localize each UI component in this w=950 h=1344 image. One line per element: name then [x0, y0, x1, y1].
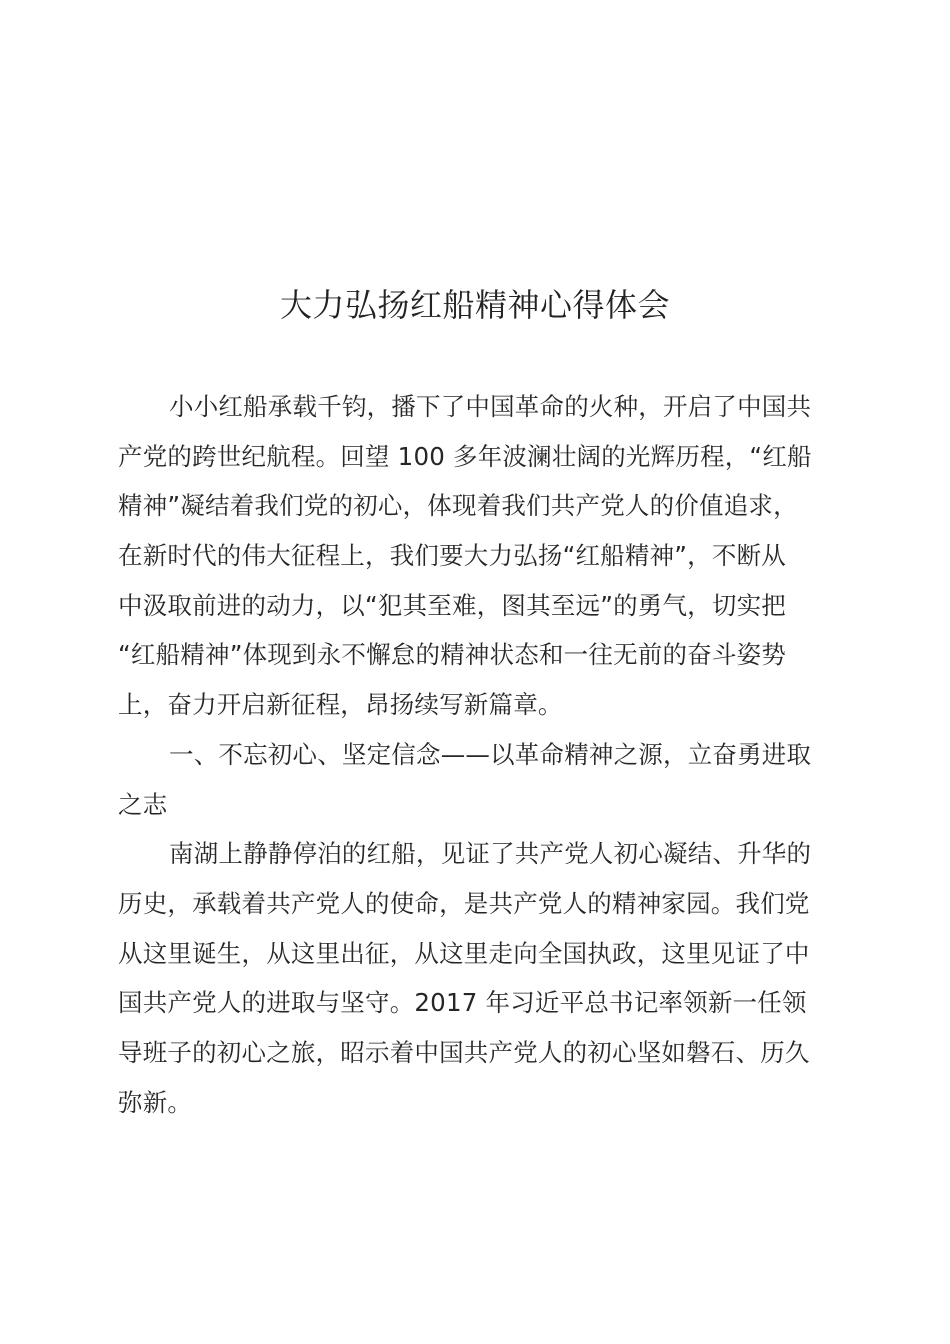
paragraph-2-line-6: 弥新。: [118, 1087, 193, 1117]
paragraph-1-line-4: 在新时代的伟大征程上，我们要大力弘扬“红船精神”，不断从: [118, 541, 786, 571]
paragraph-1-line-2: 产党的跨世纪航程。回望 100 多年波澜壮阔的光辉历程，“红船: [118, 441, 812, 471]
paragraph-1-line-7: 上，奋力开启新征程，昂扬续写新篇章。: [118, 690, 563, 720]
paragraph-1-line-5: 中汲取前进的动力，以“犯其至难，图其至远”的勇气，切实把: [118, 590, 786, 620]
paragraph-1-line-6: “红船精神”体现到永不懈怠的精神状态和一往无前的奋斗姿势: [118, 640, 786, 670]
section-heading-line-2: 之志: [118, 789, 168, 819]
paragraph-2-line-5: 导班子的初心之旅，昭示着中国共产党人的初心坚如磐石、历久: [118, 1037, 810, 1067]
paragraph-2-line-4: 国共产党人的进取与坚守。2017 年习近平总书记率领新一任领: [118, 988, 807, 1018]
document-body: [118, 382, 840, 1127]
paragraph-2-line-2: 历史，承载着共产党人的使命，是共产党人的精神家园。我们党: [118, 888, 810, 918]
paragraph-1-line-3: 精神”凝结着我们党的初心，体现着我们共产党人的价值追求，: [118, 491, 798, 521]
paragraph-2-line-1: 南湖上静静停泊的红船，见证了共产党人初心凝结、升华的: [169, 839, 812, 869]
document-title: 大力弘扬红船精神心得体会: [279, 286, 670, 324]
section-heading-line-1: 一、不忘初心、坚定信念——以革命精神之源，立奋勇进取: [169, 739, 812, 769]
paragraph-2-line-3: 从这里诞生，从这里出征，从这里走向全国执政，这里见证了中: [118, 938, 810, 968]
paragraph-1-line-1: 小小红船承载千钧，播下了中国革命的火种，开启了中国共: [169, 392, 812, 421]
